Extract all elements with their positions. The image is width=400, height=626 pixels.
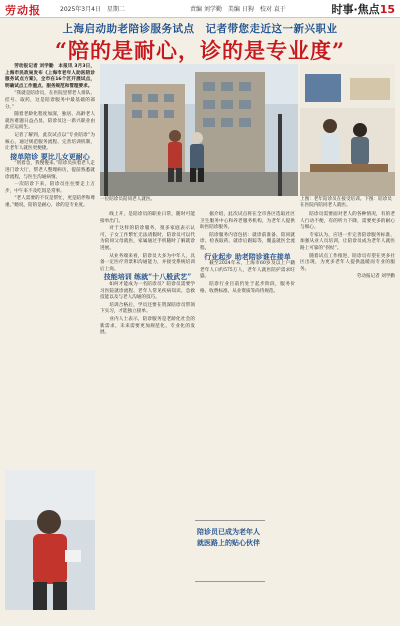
- col1-p3: 记者了解到，此次试点以“专业陪诊”为核心，通过规范服务流程、完善培训机制，让老年人就医更便捷。: [5, 132, 95, 152]
- pull-quote: 陪诊员已成为老年人就医路上的贴心伙伴: [197, 527, 260, 547]
- col1-p2: 随着老龄化程度加深，独居、高龄老人就医难题日益凸显，陪诊员这一新兴职业由此应运而生。: [5, 112, 95, 131]
- column-3: [200, 212, 295, 296]
- col2-p1: 线上开，是陪诊员的职业日常，随时可能接单出门。: [100, 212, 195, 224]
- newspaper-logo: 劳动报: [5, 4, 41, 17]
- col3b-p1: 截至2024年末，上海市60岁及以上户籍老年人口约575万人，老年人就医陪护需求旺盛。: [200, 261, 295, 280]
- photo-caption-right: 上图：老年陪诊员在接受培训。下图：陪诊员在医院内陪同老人就医。: [300, 197, 392, 208]
- col3-p2: 陪诊服务内容包括：就诊前准备、陪同就诊、检查取药、就诊后跟踪等，覆盖就医全流程。: [200, 232, 295, 251]
- photo-street-scene: [100, 64, 298, 196]
- street-photo-illustration: [100, 64, 298, 196]
- column-2: [100, 212, 195, 338]
- col2-p2: 对于这样的陪诊服务，很多家庭表示认可，子女工作繁忙无法请假时，陪诊员可以代为陪同父母就医，家属通过手机随时了解就诊进展。: [100, 226, 195, 251]
- col1b-p2: 一次陪诊下来，陪诊员往往要走上万步，中午来不及吃饭是常事。: [5, 182, 95, 194]
- col3-p1: 据介绍，此次试点将在全市各区选取社区卫生服务中心和养老服务机构，为老年人提供助医陪诊服务。: [200, 212, 295, 231]
- training-photo-illustration: [300, 64, 395, 196]
- section-title: [332, 1, 396, 17]
- photo-training: [300, 64, 395, 196]
- photo-caption-left: 一位陪诊员陪同老人就医。: [100, 197, 156, 202]
- photo-portrait: [5, 470, 95, 610]
- column-4: [300, 212, 395, 282]
- section-name: 时事·焦点: [331, 3, 380, 16]
- masthead-bar: [0, 0, 400, 18]
- article-headline: “陪的是耐心，诊的是专业度”: [54, 38, 346, 63]
- col4-p3: 随着试点工作推进，陪诊员有望在更多社区出现，为更多老年人提供温暖而专业的服务。: [300, 253, 395, 272]
- col1b-p3: “老人需要的不仅是帮忙，更是陪伴和尊重。”她说，陪的是耐心，诊的是专业度。: [5, 196, 95, 208]
- col4-p1: 陪诊员需要面对老人的各种情况，有的老人行动不便，有的听力下降，需要更多的耐心与细心。: [300, 212, 395, 231]
- col3b-p2: 陪诊行业目前仍处于起步阶段，服务价格、收费标准、从业资质等尚待规范。: [200, 281, 295, 294]
- col2b-p1: 如何才能成为一名陪诊员？陪诊员需要学习医院就诊流程、老年人常见疾病知识、急救技能以及与老人沟通的技巧。: [100, 281, 195, 301]
- subhead-1: 接单陪诊 要比儿女更耐心: [10, 151, 90, 161]
- pull-quote-box: [195, 520, 265, 582]
- subhead-3: 行业起步 助老陪诊谁在接单: [204, 251, 291, 261]
- column-1: [5, 64, 95, 210]
- col2b-p2: 培训合格后，学员还要在资深陪诊员带领下实习，才能独立接单。: [100, 302, 195, 315]
- portrait-photo-illustration: [5, 470, 95, 610]
- editors-line: 责编 刘学勤 美编 日狗 校对 袁于: [190, 6, 286, 13]
- subhead-2: 技能培训 练就“十八般武艺”: [103, 272, 192, 282]
- col4-p2: 专家认为，应进一步完善陪诊服务标准，加强从业人员培训，让陪诊员成为老年人就医路上可靠的“拐杖”。: [300, 232, 395, 251]
- col2-p3: 从业务端来看，陪诊员大多为中年人，具备一定医疗背景和沟通能力，并接受系统培训后上岗。: [100, 253, 195, 272]
- issue-date: 2025年3月4日 星期二: [60, 6, 125, 13]
- col2b-p3: 业内人士表示，陪诊服务是老龄化社会的新需求，未来需要更加规范化、专业化的发展。: [100, 316, 195, 336]
- col1b-p1: “别着急，我慢慢来。”陪诊员扶着老人走进门诊大厅，帮老人整理病历，提前熟悉就诊流程，与医生沟通病情。: [5, 161, 95, 180]
- byline: 劳动报记者 刘学勤: [356, 274, 395, 280]
- col1-p1: “我就是陪诊员，在医院里帮老人排队、挂号、取药，这是陪诊服务中最基础的部分。”: [5, 91, 95, 110]
- lead-paragraph: 劳动报记者 刘学勤 本报讯 3月3日，上海市民政局发布《上海市老年人助医陪诊服务试点方案》，全市在16个区开展试点，明确试点工作重点、服务规范和管理要求。: [5, 64, 95, 89]
- article-kicker: 上海启动助老陪诊服务试点 记者带您走近这一新兴职业: [62, 23, 338, 35]
- page-number: 15: [379, 3, 395, 16]
